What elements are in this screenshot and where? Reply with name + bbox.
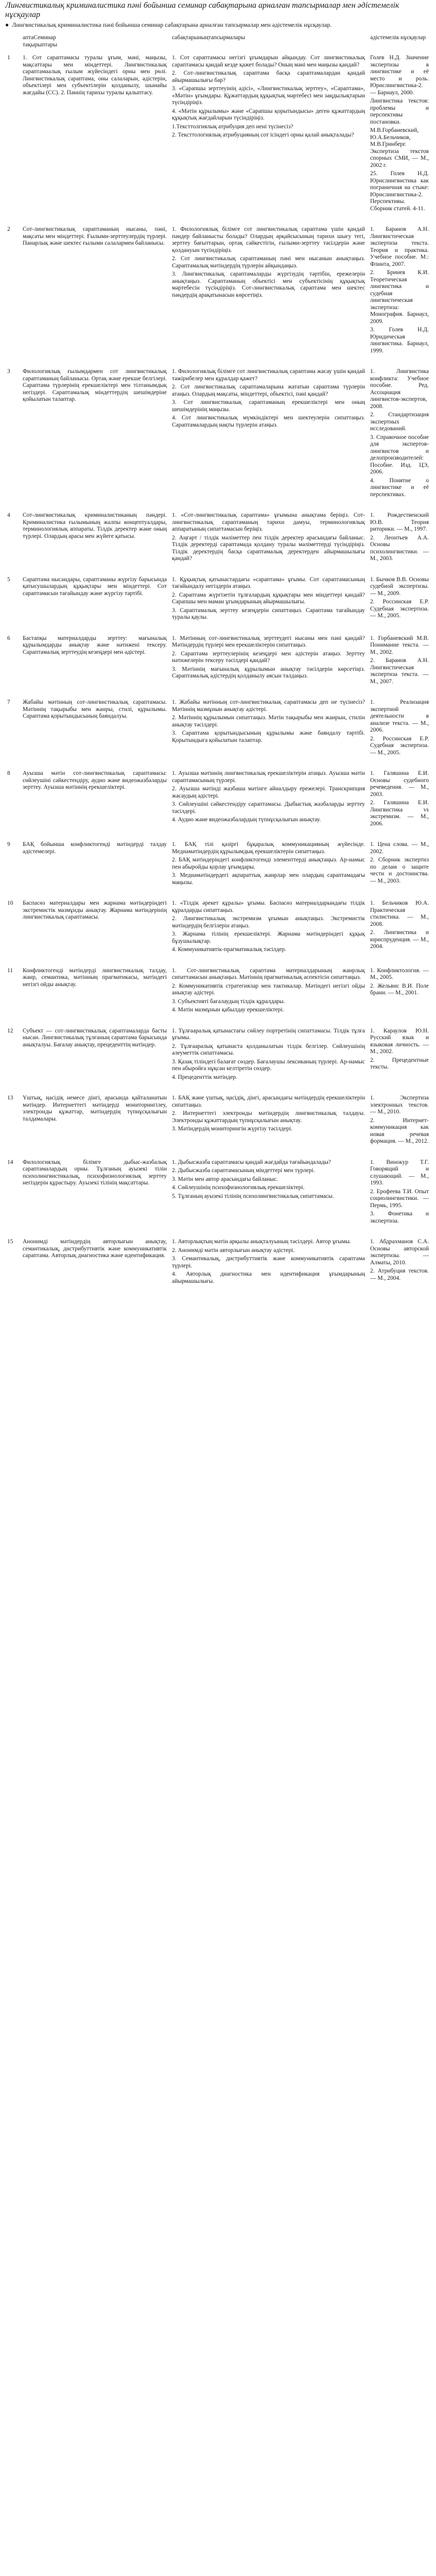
literature-item: 2. Прецедентные тексты.	[370, 1057, 429, 1070]
literature-item: 1. Рождественский Ю.В. Теория риторики. — М., 1997.	[370, 512, 429, 532]
task-item: 3. Сот лингвистикалық сараптаманың ерекшеліктері мен оның шешімдерінің маңызы.	[172, 399, 365, 413]
task-item: 4. Сот лингвистикалық мүмкіндіктері мен шектеулерін сипаттаңыз. Сараптамалардың нақты түрлерін атаңыз.	[172, 415, 365, 428]
task-item: 1. Сот-лингвистикалық сараптама материалдарының жанрлық сипаттамасын анықтаңыз. Мәтіннің прагматикалық аспектісін сипаттаңыз.	[172, 967, 365, 980]
task-item: 4. Коммуникативтік-прагматикалық тәсілдер.	[172, 946, 286, 953]
task-list	[172, 577, 365, 621]
task-item: 1. «Тілдік әрекет құралы» ұғымы. Баспасөз материалдарындағы тілдік құралдарды сипаттаңыз.	[172, 900, 365, 913]
task-item: 2. Сот лингвистикалық сараптаманың пәні мен нысанын анықтаңыз. Сараптамалық мәтіндердің түрлерін айқындаңыз.	[172, 256, 365, 269]
task-item: 2. Тұлғааралық қатынаста қолданылатын тілдік белгілер. Сөйлеушінің әлеуметтік сипаттамасы.	[172, 1043, 365, 1056]
row-separator	[5, 958, 432, 967]
seminar-tasks	[170, 54, 368, 217]
seminar-topic: Субъект — сот-лингвистикалық сараптамаларда басты нысан. Лингвистикалық тұлғаның сараптама барысында анықталуы. Бағалау анықтау, прецеденттің мәтіндер.	[23, 1027, 167, 1048]
week-number: 8	[7, 770, 10, 776]
methodical-notes	[368, 769, 432, 832]
seminar-tasks	[170, 511, 368, 567]
table-row	[5, 225, 432, 359]
task-item: 3. Қазақ тіліндегі балағат сөздер. Бағалаушы лексиканың түрлері. Ар-намыс пен абыройға нұқсан келтіретін сөздер.	[172, 1058, 365, 1072]
task-item: 3. Лингвистикалық сараптамаларды жүргізудің тәртібін, ережелерін анықтаңыз. Сараптаманың объектісі мен субъектісінің құқықтық мәртебесін түсіндіріңіз. Сот-лингвистикалық сараптама мен шектес пәндердің арақатынасын көрсетіңіз.	[172, 271, 365, 298]
literature-item: 2. Бринев К.И. Теоретическая лингвистика и судебная лингвистическая экспертиза: Монография. Барнаул, 2009.	[370, 269, 429, 325]
task-item: 2. Тексттологиялық атрибуцияның сот ісіндегі орны қалай анықталады?	[172, 132, 354, 138]
task-list	[172, 770, 365, 824]
methodical-notes	[368, 899, 432, 958]
table-header-row	[5, 33, 432, 54]
task-item: 1. Филологиялық білімге сот лингвистикалық сараптама жасау үшін қандай тәжірибелер мен құралдар қажет?	[172, 368, 365, 382]
seminar-tasks	[170, 1027, 368, 1086]
literature-item: М.В.Горбаневский, Ю.А.Бельчиков, М.В.Гринберг. Экспертиза текстов спорных СМИ, — М., 2002 г.	[370, 127, 429, 168]
task-list	[172, 900, 365, 954]
task-item: 2. Мәтіннің құрылымын сипаттаңыз. Мәтін тақырыбы мен жанрын, стилін анықтау тәсілдері.	[172, 715, 365, 728]
week-number: 14	[7, 1159, 13, 1165]
methodical-notes	[368, 634, 432, 690]
table-body	[5, 54, 432, 1298]
bullet-icon: ●	[5, 21, 9, 28]
week-number: 11	[7, 967, 13, 974]
week-number: 9	[7, 841, 10, 848]
literature-item: 2. Лингвистика и юриспруденция. — М., 2004.	[370, 929, 429, 950]
literature-item: 2. Галяшина Е.И. Лингвистика vs экстремизм. — М., 2006.	[370, 800, 429, 827]
task-item: 4. Аудио және видеожазбалардың түпнұсқалығын анықтау.	[172, 817, 321, 823]
task-item: 4. Прецеденттік мәтіндер.	[172, 1074, 237, 1080]
table-row	[5, 1027, 432, 1086]
literature-item: 2. Россинская Е.Р. Судебная экспертиза. — М., 2005.	[370, 599, 429, 619]
task-item: 1. Мәтінның сот-лингвистикалық зерттеудегі нысаны мен пәні қандай? Мәтіндердің түрлері мен ерекшеліктерін сипаттаңыз.	[172, 635, 365, 648]
header-note: тақырыптары	[23, 41, 57, 48]
seminar-topic: 1. Сот сараптамасы туралы ұғым, мәні, маңызы, мақсаттары мен міндеттері. Лингвистикалық сараптамаалық ғылым жүйесіндегі орны мен рөлі. Лингвистикалық сараптама, оны салаларын, әдістерін, объектілері мен субъектілерін қолданылу, шынайы жағдайы (СС). 2. Пәннің тарихы туралы қалыптасу.	[23, 55, 167, 96]
task-item: 3. Сөйлеушіні сәйкестендіру сараптамасы. Дыбыстық жазбаларды зерттеу тәсілдері.	[172, 801, 365, 815]
literature-item: 1. Баранов А.Н. Лингвистическая экспертиза текста. Теория и практика. Учебное пособие. М.: Флинта, 2007.	[370, 226, 429, 267]
table-row	[5, 634, 432, 690]
literature-list	[370, 699, 429, 756]
task-item: 2. БАҚ мәтіндеріндегі конфликтогенді элементтерді анықтаңыз. Ар-намыс пен абыройды қорлау ұғымдары.	[172, 857, 365, 870]
task-item: 4. Мәтін мазмұнын қабылдау ерекшеліктері.	[172, 1007, 284, 1013]
literature-item: 2. Жельвис В.И. Поле брани. — М., 2001.	[370, 982, 429, 996]
seminar-tasks	[170, 1238, 368, 1290]
week-number: 5	[7, 576, 10, 583]
table-row	[5, 575, 432, 626]
seminar-topic: Бастапқы материалдарды зерттеу: мағыналық құрылымдарды анықтау және нәтижені тексеру. Сараптамалық зерттеудің кезеңдері мен әдістері.	[23, 635, 167, 655]
row-separator	[5, 1019, 432, 1027]
seminar-topic: Конфликтогенді мәтіндерді лингвистикалық талдау, жанр, семантика, мәтінның прагматикасы, мәтіндегі негізгі ойды анықтау.	[23, 967, 167, 988]
seminar-tasks	[170, 575, 368, 626]
task-item: 1. БАҚ және үштық, ңасідіқ, дінгі, арасындағы мәтіндердің ерекшеліктерін сипаттаңыз.	[172, 1095, 365, 1108]
literature-item: 3. Справочное пособие для экспертов-лингвистов и делопроизводителей: Пособие. Изд. ЦЭ, 2006.	[370, 434, 429, 475]
seminar-tasks	[170, 225, 368, 359]
row-separator	[5, 1290, 432, 1298]
methodical-notes	[368, 511, 432, 567]
row-separator	[5, 359, 432, 367]
literature-list	[370, 1239, 429, 1282]
table-row	[5, 769, 432, 832]
task-item: 4. «Мәтін құрылымы» және «Сарапшы қорытындысы» деген құжаттардың құқықтық жағдайларын түсіндіріңіз.	[172, 108, 365, 121]
row-separator	[5, 761, 432, 769]
task-item: 3. Субъективті бағалаудың тілдік құралдары.	[172, 998, 285, 1005]
task-item: 2. Сот лингвистикалық сараптамаларына жататын сараптама түрлерін атаңыз. Олардың мақсаты, міндеттері, объектісі, пәні қандай?	[172, 384, 365, 397]
methodical-notes	[368, 1027, 432, 1086]
header-tasks: сабақтарыныңтапсырмалары	[172, 35, 246, 41]
header-literature: әдістемелік нұсқаулар	[370, 35, 426, 41]
task-item: 3. Мәтіндердің мониторингін жүргізу тәсілдері.	[172, 1126, 293, 1132]
task-item: 2. Дыбысжазба сараптамасының міндеттері мен түрлері.	[172, 1167, 315, 1174]
seminar-tasks	[170, 967, 368, 1019]
literature-list	[370, 512, 429, 563]
seminar-tasks	[170, 367, 368, 503]
document-subtitle-text: Лингвистикалық криминалистика пәні бойынша семинар сабақтарына арналған тапсырмалар мен әдістемелік нұсқаулар.	[12, 21, 332, 28]
week-number: 4	[7, 512, 10, 518]
literature-item: 2. Сборник экспертиз по делам о защите чести и достоинства. — М., 2003.	[370, 857, 429, 884]
seminar-topic: Жабайы мәтінның сот-лингвистикалық сараптамасы. Мәтіннің тақырыбы мен жанры, стилі, құрылымы. Сараптама қорытындысының баяндалуы.	[23, 699, 167, 719]
literature-item: 1. Караулов Ю.Н. Русский язык и языковая личность. — М., 2002.	[370, 1027, 429, 1055]
task-item: 1. Жабайы мәтінның сот-лингвистикалық сараптамасы деп не түсінесіз? Мәтіннің мазмұнын анықтау әдістері.	[172, 699, 365, 713]
row-separator	[5, 567, 432, 575]
literature-item: 2. Ерофеева Т.И. Опыт социолингвистики. — Пермь, 1995.	[370, 1188, 429, 1209]
task-item: 1. Авторлықтың мәтін арқылы анықталуының тәсілдері. Автор ұғымы.	[172, 1239, 351, 1245]
task-item: 1. БАҚ тілі қазіргі бұқаралық коммуникацияның жүйесінде. Медиамәтіндердің құрылымдық ерекшеліктерін сипаттаңыз.	[172, 841, 365, 855]
literature-list	[370, 226, 429, 354]
table-row	[5, 1238, 432, 1290]
table-row	[5, 698, 432, 761]
table-row	[5, 54, 432, 217]
task-list	[172, 226, 365, 299]
table-row	[5, 511, 432, 567]
row-separator	[5, 832, 432, 840]
literature-list	[370, 55, 429, 212]
literature-item: 1. Галяшина Е.И. Основы судебного речеведения. — М., 2003.	[370, 770, 429, 798]
seminar-topic: Анонимді мәтіндердің авторлығын анықтау, семантикалық, дистрибуттивтік және коммуникативтік сараптама. Авторлық диагностика және идентификация.	[23, 1239, 167, 1259]
task-item: 1. «Сот-лингвистикалық сараптама» ұғымына анықтама беріңіз. Сот-лингвистикалық сараптаманың тарихи дамуы, терминологиялық аппаратының сипаттамасын беріңіз.	[172, 512, 365, 532]
seminar-topic: Үштық, ңасідіқ немесе дінгі, арасында қайталанатын мәтіндер. Интернеттегі мәтіндерді мониторингілеу, электронды құжаттар, мәтіндердің түпнұсқалығын талдамалары.	[23, 1095, 167, 1122]
seminar-tasks	[170, 1158, 368, 1230]
row-separator	[5, 891, 432, 899]
literature-list	[370, 577, 429, 620]
task-item: 2. Анонимді мәтін авторлығын анықтау әдістері.	[172, 1247, 295, 1253]
literature-item: 2. Интернет-коммуникация как новая речевая формация. — М., 2012.	[370, 1117, 429, 1144]
methodical-notes	[368, 54, 432, 217]
task-item: 1. Филологиялық білімге сот лингвистикалық сараптама үшін қандай пәндер байланысты болады? Олардың әрқайсысының тарихи шығу тегі, зерттеу бағыттарын, ортақ сәйкестігін, ғылыми-зерттеу тәсілдерін және қолдануын түсіндіріңіз.	[172, 226, 365, 253]
methodical-notes	[368, 1094, 432, 1150]
week-number: 7	[7, 699, 10, 705]
row-separator	[5, 1150, 432, 1158]
header-week	[5, 33, 21, 54]
literature-item: 1. Бельчиков Ю.А. Практическая стилистика. — М., 2008.	[370, 900, 429, 927]
methodical-notes	[368, 1238, 432, 1290]
task-item: 1. Сот сараптамасы негізгі ұғымдарын айқындау. Сот лингвистикалық сараптамасы қандай кезде қажет болады? Оның мәні мен маңызы қандай?	[172, 55, 365, 68]
literature-item: 2. Атрибуция текстов. — М., 2004.	[370, 1268, 429, 1281]
row-separator	[5, 1229, 432, 1238]
literature-item: 1. Цена слова. — М., 2002.	[370, 841, 429, 855]
task-item: 3. Семантикалық, дистрибуттивтік және коммуникативтік сараптама түрлері.	[172, 1256, 365, 1269]
week-number: 6	[7, 635, 10, 641]
literature-item: 3. Голев Н.Д. Юридическая лингвистика. Барнаул, 1999.	[370, 327, 429, 354]
task-list	[172, 1159, 365, 1200]
table-row	[5, 1158, 432, 1230]
table-row	[5, 1094, 432, 1150]
row-separator	[5, 690, 432, 698]
seminar-topic: Баспасөз материалдары мен жарнама мәтіндеріндегі экстремистік мазмұнды анықтау. Жарнама мәтіндерінің лингвистикалық сараптамасы.	[23, 900, 167, 920]
literature-list	[370, 770, 429, 827]
week-number: 1	[7, 55, 10, 61]
seminar-tasks	[170, 1094, 368, 1150]
task-list	[172, 635, 365, 680]
seminar-tasks	[170, 698, 368, 761]
seminar-table	[5, 33, 432, 1298]
task-item: 3. Жарнама тілінің ерекшеліктері. Жарнама мәтіндеріндегі құқық бұзушылықтар.	[172, 931, 365, 944]
task-item: 1.Тексттолгиялық атрибуция деп нені түсінесіз?	[172, 123, 293, 130]
seminar-topic: Ауызша мәтін сот-лингвистикалық сараптамасы: сөйлеушіні сәйкестендіру, аудио және видеожазбаларды зерттеу. Ауызша мәтіннің ерекшеліктері.	[23, 770, 167, 790]
methodical-notes	[368, 1158, 432, 1230]
task-item: 3. Мәтіннің мағыналық құрылымын анықтау тәсілдерін көрсетіңіз. Сараптамалық әдістердің қолданылу аясын талдаңыз.	[172, 666, 365, 679]
week-number: 13	[7, 1095, 13, 1101]
task-list	[172, 841, 365, 886]
task-item: 2. Сараптама зерттеулерінің кезеңдері мен әдістерін атаңыз. Зерттеу нәтижелерін тексеру тәсілдері қандай?	[172, 650, 365, 664]
task-item: 2. Сот-лингвистикалық сараптама басқа сараптамалардан қандай айырмашылығы бар?	[172, 70, 365, 83]
task-item: 1. Дыбысжазба сараптамасы қандай жағдайда тағайындалады?	[172, 1159, 331, 1165]
task-item: 2. Ауызша мәтінді жазбаша мәтінге айналдыру ережелері. Транскрипция жасаудың әдістері.	[172, 786, 365, 799]
literature-item: 1. Бычков В.В. Основы судебной экспертизы. — М., 2009.	[370, 576, 429, 597]
week-number: 10	[7, 900, 13, 906]
methodical-notes	[368, 967, 432, 1019]
task-item: 2. Лингвистикалық экстремизм ұғымын анықтаңыз. Экстремистік мәтіндердің белгілерін атаңыз.	[172, 916, 365, 929]
literature-list	[370, 1028, 429, 1071]
task-list	[172, 1095, 365, 1133]
task-list	[172, 968, 365, 1014]
week-number: 2	[7, 226, 10, 232]
seminar-topic: Сот-лингвистикалық сараптаманың нысаны, пәні, мақсаты мен міндеттері. Ғылыми-зерттеулердің түрлері. Панарлық және шектес ғылыми салалармен байланысы.	[23, 226, 167, 246]
seminar-topic: Сараптама нысандары, сараптаманы жүргізу барысында қатысушылардың құқықтары мен міндеттері. Сот сараптамасын тағайындау және жүргізу тәртібі.	[23, 576, 167, 597]
task-item: 2. Сараптама жүргізетін тұлғалардың құқықтары мен міндеттері қандай? Сарапшы мен маман ұғымдарының айырмашылығы.	[172, 591, 365, 605]
literature-list	[370, 1095, 429, 1145]
methodical-notes	[368, 698, 432, 761]
literature-list	[370, 368, 429, 498]
task-item: 1. Тұлғааралық қатынастағы сөйлеу портретінің сипаттамасы. Тілдік тұлға ұғымы.	[172, 1027, 365, 1041]
table-row	[5, 967, 432, 1019]
literature-list	[370, 1159, 429, 1225]
task-list	[172, 55, 365, 139]
methodical-notes	[368, 225, 432, 359]
literature-item: 1. Горбаневский М.В. Понимание текста. — М., 2002.	[370, 635, 429, 655]
table-row	[5, 840, 432, 891]
row-separator	[5, 1086, 432, 1094]
task-item: 2. Коммуникативтік стратегиялар мен тактикалар. Мәтіндегі негізгі ойды анықтау әдістері.	[172, 982, 365, 996]
literature-item: Лингвистика текстов: проблемы и перспективы постановки.	[370, 98, 429, 125]
row-separator	[5, 626, 432, 634]
seminar-tasks	[170, 769, 368, 832]
literature-list	[370, 841, 429, 885]
seminar-topic: Сот-лингвистикалық криминалистиканың пәндері. Криминалистика ғылымының жалпы концептуалдары, терминологиялық аппараты. Тілдік деректер және оның түрлері. Олардың арасы мен жүйеге қатысы.	[23, 512, 167, 539]
literature-item: 2. Леонтьев А.А. Основы психолингвистики. — М., 2003.	[370, 534, 429, 562]
literature-item: 1. Конфликтология. — М., 2005.	[370, 967, 429, 980]
table-row	[5, 367, 432, 503]
document-subtitle	[5, 21, 432, 28]
methodical-notes	[368, 367, 432, 503]
literature-item: 1. Лингвистика конфликта: Учебное пособие. Ред. Ассоциация лингвистов-экспертов, 2008.	[370, 368, 429, 410]
literature-item: 3. Фонетика и экспертиза.	[370, 1211, 429, 1224]
literature-item: 1. Абдрахманов С.А. Основы авторской экспертизы. — Алматы, 2010.	[370, 1239, 429, 1266]
document-title: Лингвистикалық криминалистика пәні бойынша семинар сабақтарына арналған тапсырмалар мен әдістемелік нұсқаулар	[5, 1, 399, 19]
row-separator	[5, 217, 432, 225]
task-item: 1. Құқықтық қатынастардағы «сараптама» ұғымы. Сот сараптамасының тағайындалу негіздерін атаңыз.	[172, 576, 365, 589]
seminar-tasks	[170, 634, 368, 690]
literature-item: 2. Россинская Е.Р. Судебная экспертиза. — М., 2005.	[370, 735, 429, 756]
literature-item: 2. Стандартизация экспертных исследований.	[370, 412, 429, 432]
task-item: 3. Медиамәтіндердегі ақпараттық жанрлар мен олардың сараптамадағы маңызы.	[172, 872, 365, 886]
task-item: 5. Тұлғаның ауызекі тілінің психолингвистикалық сипаттамасы.	[172, 1193, 334, 1199]
task-item: 2. Аңғарт / тілдік мәліметтер пен тілдік деректер арасындағы байланыс. Тілдік деректерді сараптамада қолдану туралы мәліметтерді түсіндіріңіз. Тілдік деректердің басқа сараптамалық деректерден айырмашылығы қандай?	[172, 534, 365, 562]
task-item: 1. Ауызша мәтіннің лингвистикалық ерекшеліктерін атаңыз. Ауызша мәтін сараптамасының түрлері.	[172, 770, 365, 784]
literature-item: 25. Голев Н.Д. Юрислингвистика как пограничная на стыке: Юрислингвистика-2. Перспективы. Сборник статей. 4-11.	[370, 171, 429, 212]
row-separator	[5, 503, 432, 511]
literature-list	[370, 968, 429, 997]
task-item: 3. Сараптамалық зерттеу кезеңдерін сипаттаңыз. Сараптама тағайындау туралы қаулы.	[172, 607, 365, 620]
literature-item: Голев Н.Д. Значение экспертизы в лингвистике и её место и роль. Юрислингвистика-2. — Барнаул, 2000.	[370, 55, 429, 96]
seminar-topic: Филологиялық ғылымдармен сот лингвистикалық сараптаманың байланысы. Ортақ және ерекше белгілері. Сараптама түрлерінің ерекшеліктері мен тілтанымдық негіздері. Сараптамалық міндеттердің шешімдеріне қойылатын талаптар.	[23, 368, 167, 402]
week-number: 15	[7, 1239, 13, 1245]
task-list	[172, 1028, 365, 1081]
task-list	[172, 699, 365, 744]
literature-item: 1. Реализация экспертной деятельности в анализе текста. — М., 2006.	[370, 699, 429, 733]
literature-item: 2. Баранов А.Н. Лингвистическая экспертиза текста. — М., 2007.	[370, 657, 429, 685]
seminar-tasks	[170, 840, 368, 891]
seminar-topic: БАҚ бойынша конфликтогенді мәтіндерді талдау әдістемелері.	[23, 841, 167, 855]
table-row	[5, 899, 432, 958]
methodical-notes	[368, 575, 432, 626]
task-item: 3. Мәтін мен автор арасындағы байланыс.	[172, 1176, 278, 1182]
header-topic: аптаСеминар тақырыптары	[23, 35, 57, 48]
task-item: 3. «Сарапшы зерттеуінің әдісі», «Лингвистикалық зерттеу», «Сараптама», «Мәтін» ұғымдары. Құжаттардың құқықтық мәртебесі мен заңдылықтарын түсіндіріңіз.	[172, 86, 365, 106]
task-list	[172, 1239, 365, 1285]
literature-list	[370, 900, 429, 951]
task-item: 2. Интернеттегі электронды мәтіндердің лингвистикалық талдауы. Электронды құжаттардың түпнұсқалығын анықтау.	[172, 1110, 365, 1124]
literature-list	[370, 635, 429, 686]
task-item: 3. Сараптама қорытындысының құрылымы және баяндалу тәртібі. Қорытындыға қойылатын талаптар.	[172, 730, 365, 743]
week-number: 12	[7, 1027, 13, 1034]
week-number: 3	[7, 368, 10, 375]
seminar-topic: Филологиялық білімге дыбыс-жазбалық сараптамалардың орны. Тұлғаның ауызекі тілін психолингвистикалық, психофизиологиялық зерттеу негіздерін құрастыру. Ауызекі тілінің мақсаттары.	[23, 1159, 167, 1186]
literature-item: 1. Экспертиза электронных текстов. — М., 2010.	[370, 1095, 429, 1115]
literature-item: 1. Винокур Т.Г. Говорящий и слушающий. — М., 1993.	[370, 1159, 429, 1186]
task-item: 4. Авторлық диагностика мен идентификация ұғымдарының айырмашылығы.	[172, 1271, 365, 1284]
task-list	[172, 512, 365, 563]
seminar-tasks	[170, 899, 368, 958]
literature-item: 4. Понятие о лингвистике и её перспективах.	[370, 477, 429, 498]
methodical-notes	[368, 840, 432, 891]
task-list	[172, 368, 365, 429]
task-item: 4. Сөйлеушінің психофизиологиялық ерекшеліктері.	[172, 1184, 305, 1191]
